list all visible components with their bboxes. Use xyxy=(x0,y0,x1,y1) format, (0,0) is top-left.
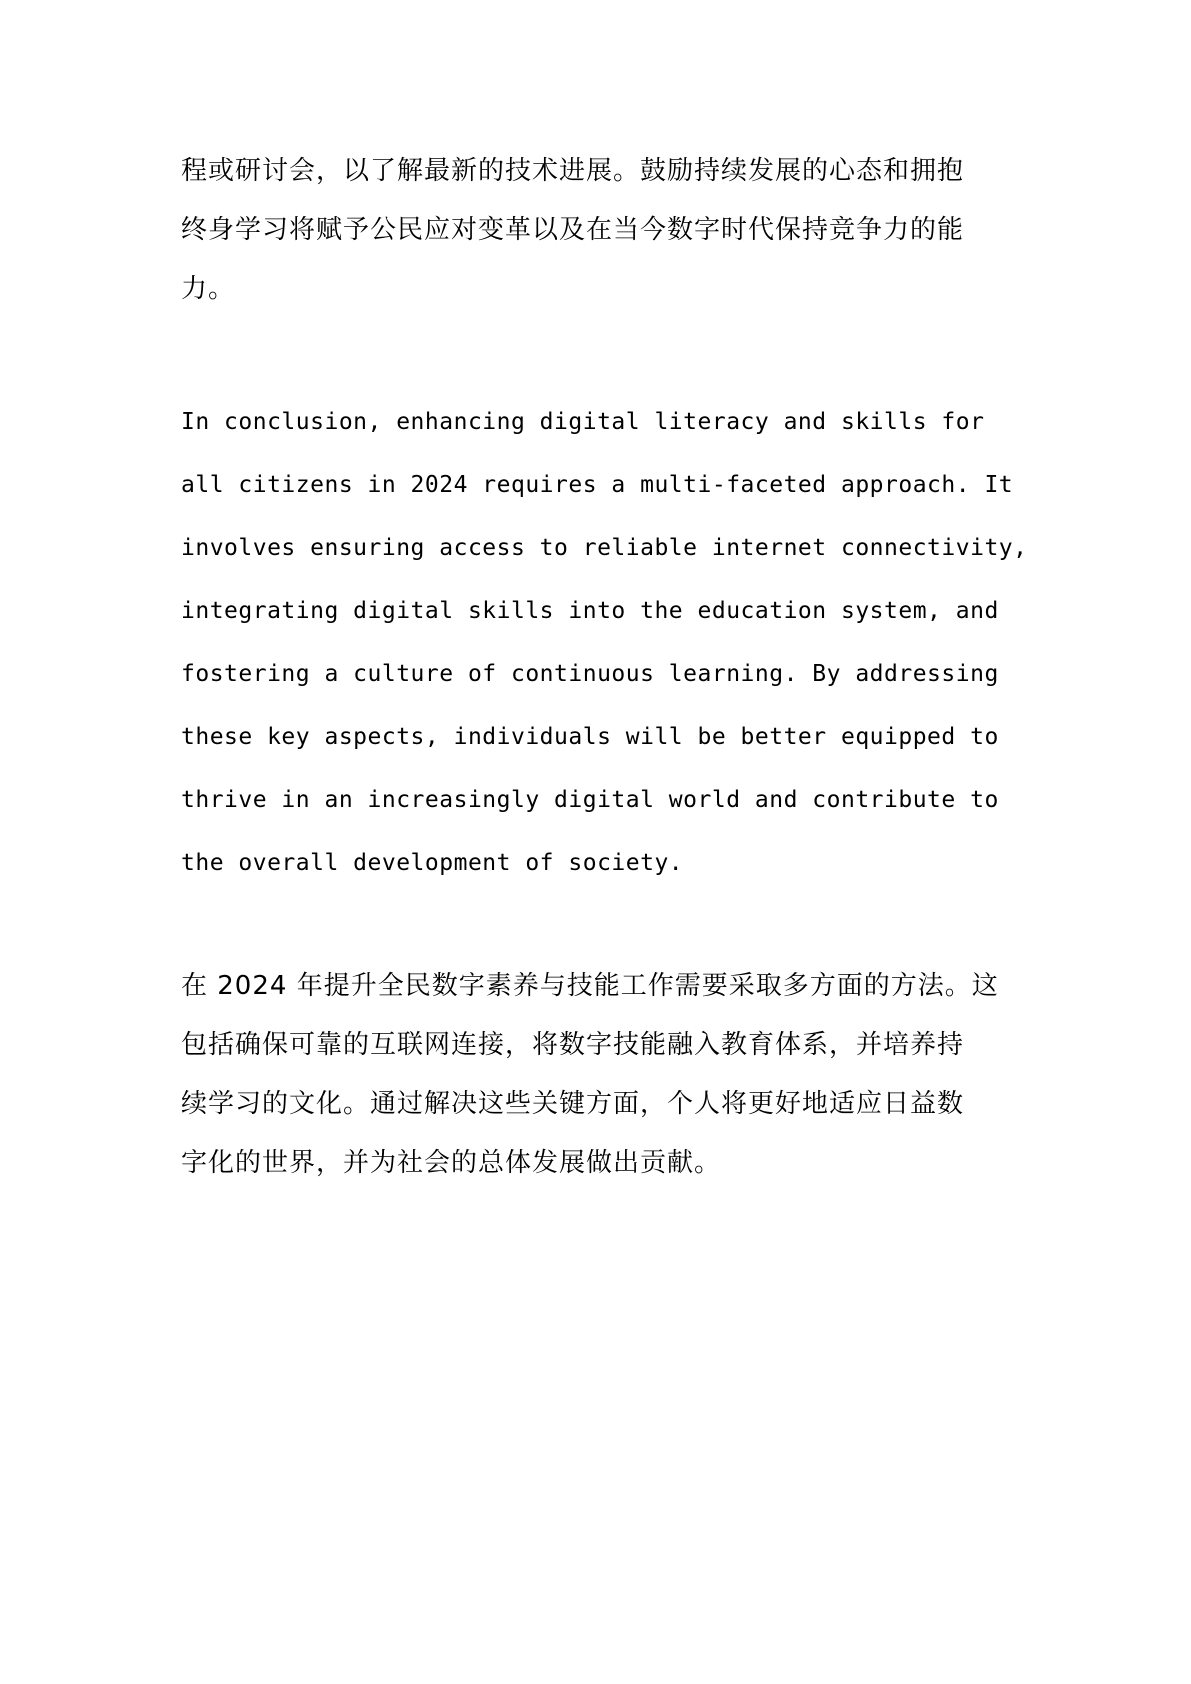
text-line: 在 2024 年提升全民数字素养与技能工作需要采取多方面的方法。这 xyxy=(181,971,999,1001)
text-line: 包括确保可靠的互联网连接，将数字技能融入教育体系，并培养持 xyxy=(181,1030,965,1060)
english-conclusion-paragraph xyxy=(181,391,1027,895)
text-line: integrating digital skills into the education system, and xyxy=(181,598,999,624)
text-line: In conclusion, enhancing digital literacy and skills for xyxy=(181,409,985,435)
text-line: these key aspects, individuals will be better equipped to xyxy=(181,724,999,750)
text-line: 程或研讨会，以了解最新的技术进展。鼓励持续发展的心态和拥抱 xyxy=(181,156,965,186)
text-line: 续学习的文化。通过解决这些关键方面，个人将更好地适应日益数 xyxy=(181,1089,965,1119)
text-line: the overall development of society. xyxy=(181,850,684,876)
text-line: thrive in an increasingly digital world and contribute to xyxy=(181,787,999,813)
text-line: 终身学习将赋予公民应对变革以及在当今数字时代保持竞争力的能 xyxy=(181,215,965,245)
text-line: all citizens in 2024 requires a multi-faceted approach. It xyxy=(181,472,1014,498)
chinese-conclusion-paragraph xyxy=(181,957,999,1193)
text-line: involves ensuring access to reliable internet connectivity, xyxy=(181,535,1028,561)
text-line: 力。 xyxy=(181,274,236,304)
text-line: 字化的世界，并为社会的总体发展做出贡献。 xyxy=(181,1148,722,1178)
chinese-paragraph-intro xyxy=(181,142,964,319)
text-line: fostering a culture of continuous learning. By addressing xyxy=(181,661,999,687)
